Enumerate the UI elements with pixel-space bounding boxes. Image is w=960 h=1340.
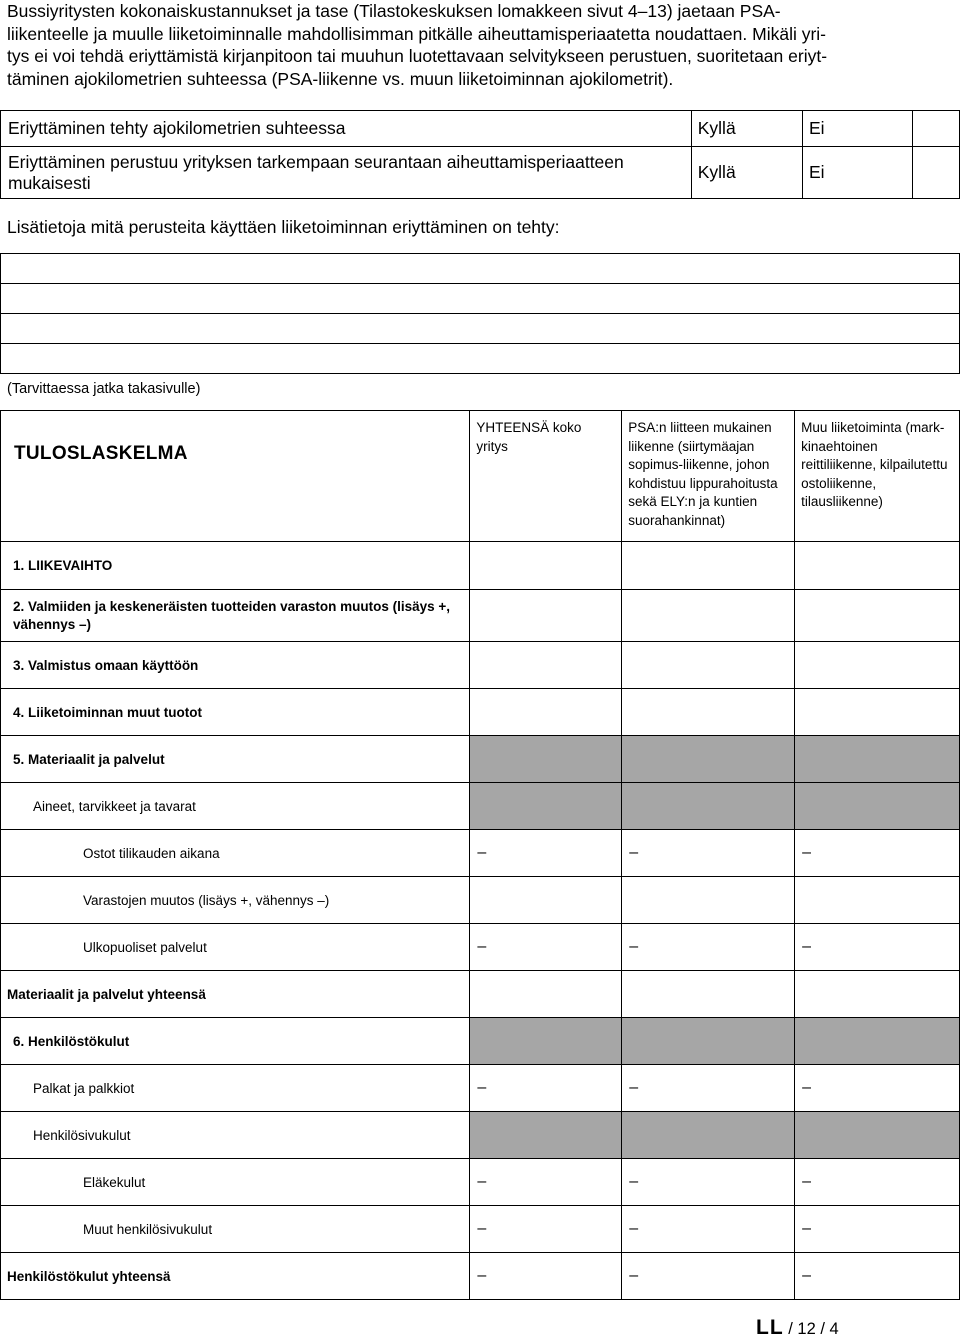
value-cell[interactable] <box>622 689 795 736</box>
value-cell[interactable]: – <box>470 1159 622 1206</box>
value-cell[interactable]: – <box>470 830 622 877</box>
row-label: 3. Valmistus omaan käyttöön <box>1 642 470 689</box>
shaded-cell <box>470 1018 622 1065</box>
row-label: 2. Valmiiden ja keskeneräisten tuotteiden varaston muutos (lisäys +, vähennys –) <box>1 590 470 642</box>
row-label: 5. Materiaalit ja palvelut <box>1 736 470 783</box>
row-label: 6. Henkilöstökulut <box>1 1018 470 1065</box>
row-label: Materiaalit ja palvelut yhteensä <box>1 971 470 1018</box>
intro-line: täminen ajokilometrien suhteessa (PSA-liikenne vs. muun liiketoiminnan ajokilometrit). <box>7 68 674 89</box>
value-cell[interactable] <box>470 971 622 1018</box>
value-cell[interactable] <box>470 689 622 736</box>
page-number: / 12 / 4 <box>788 1320 839 1338</box>
value-cell[interactable]: – <box>622 1065 795 1112</box>
more-info-line-field[interactable] <box>1 344 960 374</box>
shaded-cell <box>795 1018 960 1065</box>
value-cell[interactable]: – <box>622 1253 795 1300</box>
row-label: Henkilöstökulut yhteensä <box>1 1253 470 1300</box>
column-header-psa: PSA:n liitteen mukainen liikenne (siirtymäajan sopimus-liikenne, johon kohdistuu lippurahoitusta sekä ELY:n ja kuntien suorahankinnat) <box>622 411 795 542</box>
value-cell[interactable] <box>795 689 960 736</box>
shaded-cell <box>622 783 795 830</box>
yes-option[interactable]: Kyllä <box>691 111 802 147</box>
row-label: Henkilösivukulut <box>1 1112 470 1159</box>
yes-option[interactable]: Kyllä <box>691 147 802 199</box>
continue-note: (Tarvittaessa jatka takasivulle) <box>7 381 201 397</box>
answer-box[interactable] <box>913 147 960 199</box>
row-label: 4. Liiketoiminnan muut tuotot <box>1 689 470 736</box>
shaded-cell <box>622 1018 795 1065</box>
more-info-label: Lisätietoja mitä perusteita käyttäen liiketoiminnan eriyttäminen on tehty: <box>7 217 560 237</box>
value-cell[interactable] <box>622 642 795 689</box>
income-statement-title-cell <box>1 411 470 542</box>
more-info-line-field[interactable] <box>1 284 960 314</box>
intro-paragraph <box>7 0 952 90</box>
value-cell[interactable] <box>470 642 622 689</box>
value-cell[interactable]: – <box>470 1065 622 1112</box>
value-cell[interactable] <box>470 877 622 924</box>
value-cell[interactable] <box>622 590 795 642</box>
row-label: Eläkekulut <box>1 1159 470 1206</box>
value-cell[interactable]: – <box>795 830 960 877</box>
value-cell[interactable] <box>795 590 960 642</box>
intro-line: tys ei voi tehdä eriyttämistä kirjanpitoon tai muuhun luotettavaan selvitykseen perustuen, suoritetaan eriyt- <box>7 46 828 66</box>
value-cell[interactable] <box>622 877 795 924</box>
yes-no-questions <box>0 110 960 199</box>
shaded-cell <box>470 1112 622 1159</box>
question-text: Eriyttäminen perustuu yrityksen tarkempaan seurantaan aiheuttamisperiaatteen mukaisesti <box>1 147 692 199</box>
row-label: Ostot tilikauden aikana <box>1 830 470 877</box>
value-cell[interactable]: – <box>470 1206 622 1253</box>
more-info-line-field[interactable] <box>1 314 960 344</box>
form-code: LL <box>756 1316 784 1339</box>
shaded-cell <box>795 1112 960 1159</box>
value-cell[interactable] <box>795 542 960 590</box>
question-text: Eriyttäminen tehty ajokilometrien suhteessa <box>1 111 692 147</box>
page-footer <box>756 1316 839 1340</box>
shaded-cell <box>622 1112 795 1159</box>
row-label: Varastojen muutos (lisäys +, vähennys –) <box>1 877 470 924</box>
value-cell[interactable] <box>795 642 960 689</box>
value-cell[interactable]: – <box>795 1065 960 1112</box>
answer-box[interactable] <box>913 111 960 147</box>
intro-line: liikenteelle ja muulle liiketoiminnalle mahdollisimman pitkälle aiheuttamisperiaatetta noudattaen. Mikäli yri- <box>7 23 827 44</box>
shaded-cell <box>470 736 622 783</box>
value-cell[interactable] <box>622 971 795 1018</box>
intro-line: Bussiyritysten kokonaiskustannukset ja tase (Tilastokeskuksen lomakkeen sivut 4–13) jaetaan PSA- <box>7 1 781 21</box>
value-cell[interactable] <box>622 542 795 590</box>
row-label: Ulkopuoliset palvelut <box>1 924 470 971</box>
value-cell[interactable]: – <box>795 1253 960 1300</box>
value-cell[interactable]: – <box>622 1159 795 1206</box>
more-info-line-field[interactable] <box>1 254 960 284</box>
column-header-other: Muu liiketoiminta (mark-kinaehtoinen reittiliikenne, kilpailutettu ostoliikenne, tilausliikenne) <box>795 411 960 542</box>
value-cell[interactable]: – <box>795 1206 960 1253</box>
no-option[interactable]: Ei <box>802 111 912 147</box>
value-cell[interactable]: – <box>470 924 622 971</box>
shaded-cell <box>470 783 622 830</box>
value-cell[interactable]: – <box>622 1206 795 1253</box>
row-label: Muut henkilösivukulut <box>1 1206 470 1253</box>
value-cell[interactable]: – <box>622 924 795 971</box>
value-cell[interactable] <box>470 542 622 590</box>
value-cell[interactable] <box>795 971 960 1018</box>
column-header-total: YHTEENSÄ koko yritys <box>470 411 622 542</box>
row-label: Palkat ja palkkiot <box>1 1065 470 1112</box>
row-label: 1. LIIKEVAIHTO <box>1 542 470 590</box>
value-cell[interactable]: – <box>795 924 960 971</box>
value-cell[interactable]: – <box>795 1159 960 1206</box>
no-option[interactable]: Ei <box>802 147 912 199</box>
shaded-cell <box>795 783 960 830</box>
value-cell[interactable] <box>470 590 622 642</box>
shaded-cell <box>622 736 795 783</box>
row-label: Aineet, tarvikkeet ja tavarat <box>1 783 470 830</box>
value-cell[interactable]: – <box>470 1253 622 1300</box>
shaded-cell <box>795 736 960 783</box>
more-info-lines <box>0 253 960 374</box>
value-cell[interactable]: – <box>622 830 795 877</box>
income-statement-table <box>0 410 960 1300</box>
value-cell[interactable] <box>795 877 960 924</box>
income-statement-title: TULOSLASKELMA <box>14 443 188 464</box>
